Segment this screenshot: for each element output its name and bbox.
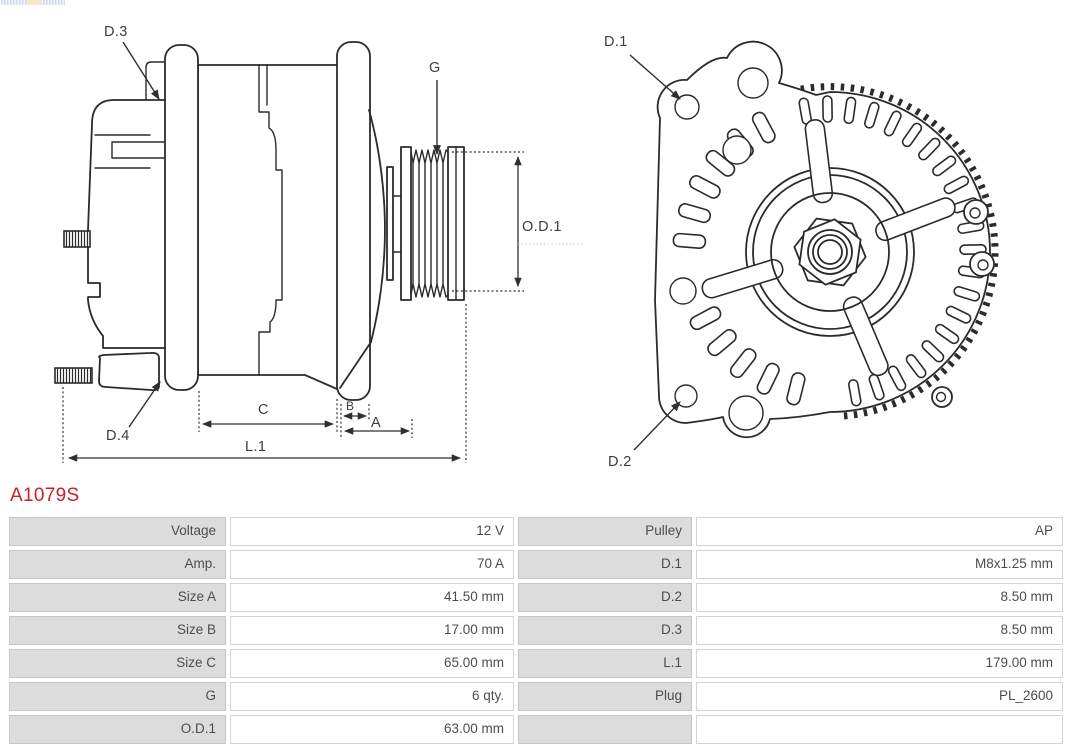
spec-label: D.2 (518, 583, 692, 612)
spec-value: 65.00 mm (230, 649, 514, 678)
spec-row (9, 715, 1063, 744)
plug-stud (55, 368, 92, 383)
spec-row (9, 583, 1063, 612)
spec-label: D.1 (518, 550, 692, 579)
terminal-stud (64, 231, 90, 247)
spec-value: AP (696, 517, 1063, 546)
spec-value: 70 A (230, 550, 514, 579)
spec-label: Size B (9, 616, 226, 645)
spec-value: 17.00 mm (230, 616, 514, 645)
alternator-body (146, 42, 385, 400)
dim-label-l1: L.1 (245, 439, 267, 455)
spec-row (9, 682, 1063, 711)
part-number: A1079S (10, 485, 80, 506)
spec-value: 8.50 mm (696, 583, 1063, 612)
spec-label: L.1 (518, 649, 692, 678)
side-view-diagram (0, 0, 600, 480)
spec-label: Size A (9, 583, 226, 612)
spec-row (9, 649, 1063, 678)
spec-value: 6 qty. (230, 682, 514, 711)
pulley-side (387, 147, 464, 300)
front-view-diagram (560, 0, 1080, 480)
spec-label: O.D.1 (9, 715, 226, 744)
spec-table (9, 517, 1063, 748)
front-mounting-ear (337, 42, 370, 400)
spec-value: M8x1.25 mm (696, 550, 1063, 579)
dim-label-b: B (346, 399, 355, 413)
spec-label: D.3 (518, 616, 692, 645)
rear-housing (55, 100, 165, 390)
spec-value (696, 715, 1063, 744)
spec-label: Pulley (518, 517, 692, 546)
spec-value: 63.00 mm (230, 715, 514, 744)
dim-label-d2: D.2 (608, 454, 632, 470)
dim-label-od1: O.D.1 (522, 219, 562, 235)
spec-row (9, 517, 1063, 546)
spec-row (9, 550, 1063, 579)
dim-label-d4: D.4 (106, 428, 130, 444)
dimension-lines (63, 42, 584, 463)
dim-label-d3: D.3 (104, 24, 128, 40)
rear-mounting-ear (165, 45, 198, 390)
spec-value: 8.50 mm (696, 616, 1063, 645)
spec-value: 41.50 mm (230, 583, 514, 612)
front-view-labels (604, 34, 632, 470)
dim-label-d1: D.1 (604, 34, 628, 50)
spec-value: PL_2600 (696, 682, 1063, 711)
spec-label: Amp. (9, 550, 226, 579)
dim-label-c: C (258, 402, 269, 418)
spec-label (518, 715, 692, 744)
dim-label-g: G (429, 60, 441, 76)
dim-label-a: A (371, 415, 382, 431)
spec-label: Size C (9, 649, 226, 678)
spec-value: 12 V (230, 517, 514, 546)
spec-label: G (9, 682, 226, 711)
spec-row (9, 616, 1063, 645)
spec-label: Plug (518, 682, 692, 711)
spec-label: Voltage (9, 517, 226, 546)
spec-value: 179.00 mm (696, 649, 1063, 678)
plug-connector (99, 353, 159, 390)
